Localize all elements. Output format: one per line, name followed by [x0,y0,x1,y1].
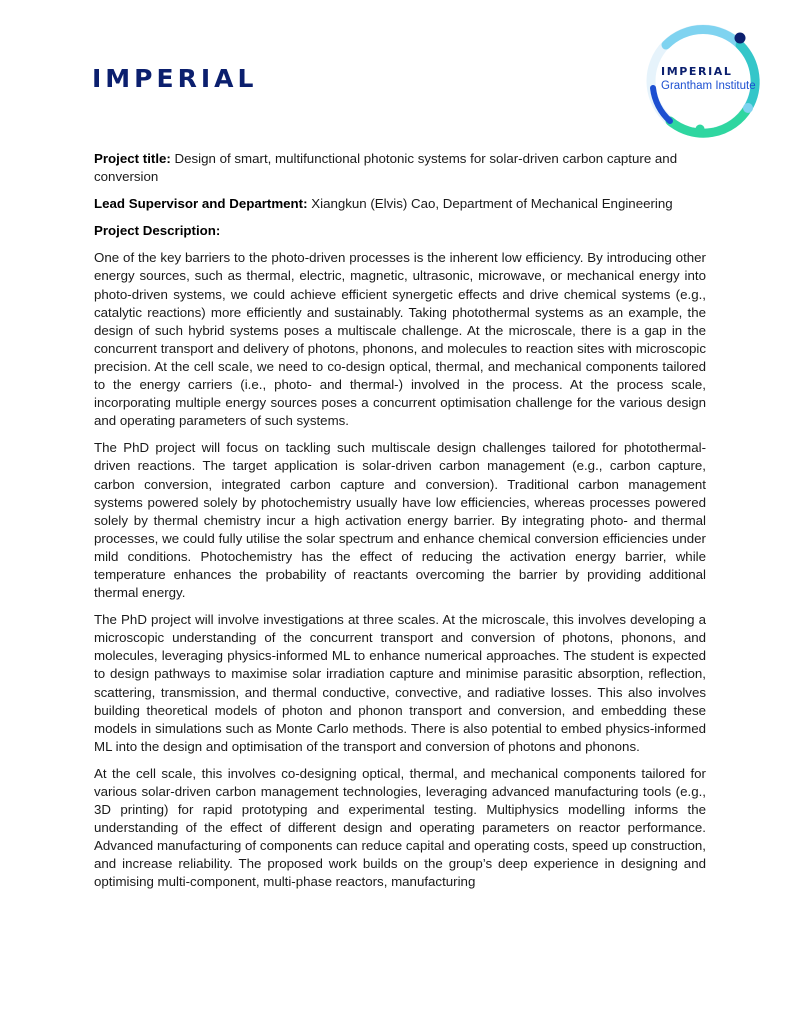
paragraph-3: The PhD project will involve investigations at three scales. At the microscale, this involves developing a microscopic understanding of the concurrent transport and conversion of photons, phonons, and molecules, leveraging physics-informed ML to enhance numerical approaches. The student is expected to design pathways to maximise solar irradiation capture and minimise parasitic absorption, reflection, scattering, transmission, and thermal conductive, convective, and radiative losses. This also involves building theoretical models of photon and phonon transport and conversion, and embedding these models in simulations such as Monte Carlo methods. There is also potential to embed physics-informed ML into the design and optimisation of the transport and conversion of photons and phonons. [94,612,706,754]
imperial-logo: IMPERIAL [92,64,258,93]
description-label: Project Description: [94,223,221,239]
project-title [94,150,706,186]
project-title-value: Design of smart, multifunctional photonic systems for solar-driven carbon capture and conversion [94,151,678,185]
paragraph-2: The PhD project will focus on tackling such multiscale design challenges tailored for photothermal-driven reactions. The target application is solar-driven carbon management (e.g., carbon capture, carbon conversion, integrated carbon capture and conversion). Traditional carbon management systems powered solely by photochemistry usually have low efficiencies, whereas processes powered solely by thermal chemistry incur a high activation energy barrier. By integrating photo- and thermal processes, we could fully utilise the solar spectrum and enhance chemical conversion efficiencies under mild conditions. Photochemistry has the effect of reducing the activation energy barrier, while temperature enhances the probability of reactants overcoming the barrier by providing additional thermal energy. [94,440,706,601]
grantham-institute-logo [640,18,766,144]
paragraph-4: At the cell scale, this involves co-designing optical, thermal, and mechanical components tailored for various solar-driven carbon management technologies, leveraging advanced manufacturing tools (e.g., 3D printing) for rapid prototyping and experimental testing. Multiphysics modelling informs the understanding of the effect of different design and operating parameters on reactor performance. Advanced manufacturing of components can reduce capital and operating costs, speed up construction, and increase reliability. The proposed work builds on the group’s deep experience in designing and optimising multi-component, multi-phase reactors, manufacturing [94,765,706,890]
badge-title: IMPERIAL [661,65,733,78]
supervisor-label: Lead Supervisor and Department: [94,196,308,212]
document-body [94,150,706,901]
project-title-label: Project title: [94,151,171,166]
description-heading [94,222,706,240]
badge-subtitle: Grantham Institute [661,80,756,92]
paragraph-1: One of the key barriers to the photo-driven processes is the inherent low efficiency. By introducing other energy sources, such as thermal, electric, magnetic, ultrasonic, microwave, or mechanical energy into photo-driven systems, we could achieve efficient synergetic effects and drive chemical systems (e.g., catalytic reactions) more efficiently and sustainably. Taking photothermal systems as an example, the design of such hybrid systems poses a multiscale challenge. At the microscale, there is a gap in the concurrent transport and delivery of photons, phonons, and molecules to reaction sites with microscopic precision. At the cell scale, we need to co-design optical, thermal, and mechanical components tailored to the energy carriers (i.e., photo- and thermal-) involved in the process. At the process scale, incorporating multiple energy sources poses a concurrent optimisation challenge for the various design and operating parameters of such systems. [94,250,706,429]
supervisor-value: Xiangkun (Elvis) Cao, Department of Mechanical Engineering [307,196,673,212]
lead-supervisor [94,195,706,213]
